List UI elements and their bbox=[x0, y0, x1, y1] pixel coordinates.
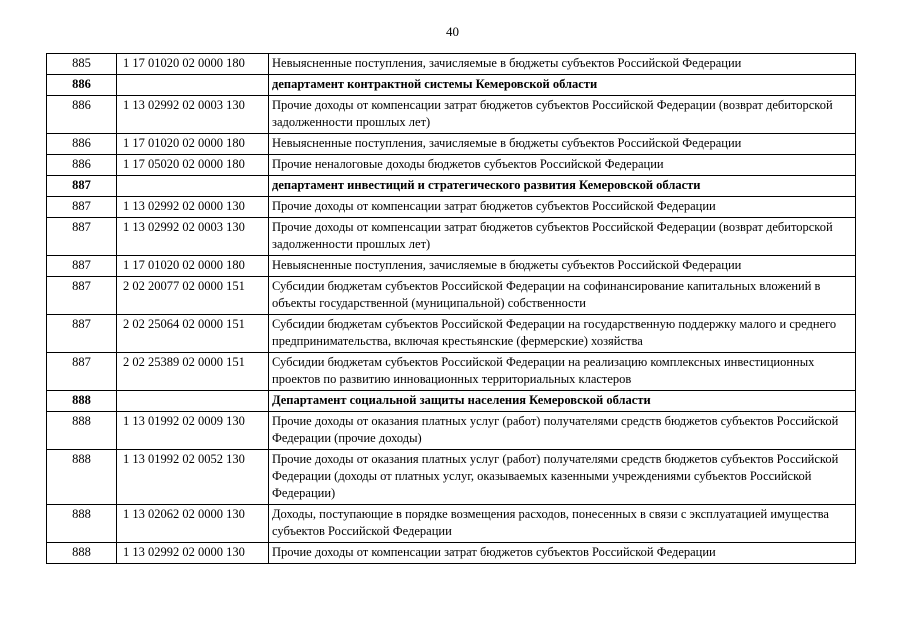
admin-code-cell: 887 bbox=[47, 353, 117, 391]
table-row bbox=[47, 412, 856, 450]
revenue-name-cell: Субсидии бюджетам субъектов Российской Федерации на государственную поддержку малого и среднего предпринимательства, включая крестьянские (фермерские) хозяйства bbox=[269, 315, 856, 353]
table-row bbox=[47, 155, 856, 176]
budget-code-cell bbox=[117, 176, 269, 197]
budget-code-cell: 2 02 25389 02 0000 151 bbox=[117, 353, 269, 391]
admin-code-cell: 888 bbox=[47, 505, 117, 543]
budget-code-cell: 1 17 05020 02 0000 180 bbox=[117, 155, 269, 176]
budget-code-cell: 2 02 20077 02 0000 151 bbox=[117, 277, 269, 315]
table-row bbox=[47, 505, 856, 543]
department-header-row bbox=[47, 391, 856, 412]
department-name-cell: департамент контрактной системы Кемеровской области bbox=[269, 75, 856, 96]
table-row bbox=[47, 256, 856, 277]
page-number: 40 bbox=[446, 24, 459, 39]
revenue-name-cell: Доходы, поступающие в порядке возмещения расходов, понесенных в связи с эксплуатацией имущества субъектов Российской Федерации bbox=[269, 505, 856, 543]
admin-code-cell: 888 bbox=[47, 391, 117, 412]
table-row bbox=[47, 543, 856, 564]
budget-code-cell: 1 17 01020 02 0000 180 bbox=[117, 134, 269, 155]
revenue-name-cell: Прочие доходы от компенсации затрат бюджетов субъектов Российской Федерации bbox=[269, 197, 856, 218]
budget-code-cell: 1 13 01992 02 0052 130 bbox=[117, 450, 269, 505]
admin-code-cell: 886 bbox=[47, 75, 117, 96]
admin-code-cell: 888 bbox=[47, 450, 117, 505]
admin-code-cell: 887 bbox=[47, 256, 117, 277]
admin-code-cell: 888 bbox=[47, 412, 117, 450]
revenue-name-cell: Субсидии бюджетам субъектов Российской Федерации на реализацию комплексных инвестиционных проектов по развитию инновационных территориальных кластеров bbox=[269, 353, 856, 391]
revenue-code-table bbox=[46, 53, 856, 564]
revenue-name-cell: Прочие доходы от компенсации затрат бюджетов субъектов Российской Федерации (возврат дебиторской задолженности прошлых лет) bbox=[269, 96, 856, 134]
admin-code-cell: 887 bbox=[47, 197, 117, 218]
revenue-name-cell: Прочие доходы от компенсации затрат бюджетов субъектов Российской Федерации (возврат дебиторской задолженности прошлых лет) bbox=[269, 218, 856, 256]
revenue-name-cell: Субсидии бюджетам субъектов Российской Федерации на софинансирование капитальных вложений в объекты государственной (муниципальной) собственности bbox=[269, 277, 856, 315]
admin-code-cell: 887 bbox=[47, 176, 117, 197]
admin-code-cell: 887 bbox=[47, 218, 117, 256]
table-row bbox=[47, 353, 856, 391]
admin-code-cell: 887 bbox=[47, 277, 117, 315]
revenue-name-cell: Прочие доходы от оказания платных услуг (работ) получателями средств бюджетов субъектов Российской Федерации (прочие доходы) bbox=[269, 412, 856, 450]
budget-code-cell bbox=[117, 75, 269, 96]
revenue-name-cell: Прочие доходы от оказания платных услуг (работ) получателями средств бюджетов субъектов Российской Федерации (доходы от платных услуг, оказываемых казенными учреждениями субъектов Российской Федерации) bbox=[269, 450, 856, 505]
revenue-name-cell: Прочие неналоговые доходы бюджетов субъектов Российской Федерации bbox=[269, 155, 856, 176]
table-row bbox=[47, 54, 856, 75]
revenue-name-cell: Невыясненные поступления, зачисляемые в бюджеты субъектов Российской Федерации bbox=[269, 134, 856, 155]
table-row bbox=[47, 134, 856, 155]
admin-code-cell: 885 bbox=[47, 54, 117, 75]
budget-code-cell: 1 13 01992 02 0009 130 bbox=[117, 412, 269, 450]
admin-code-cell: 886 bbox=[47, 96, 117, 134]
revenue-name-cell: Прочие доходы от компенсации затрат бюджетов субъектов Российской Федерации bbox=[269, 543, 856, 564]
budget-code-cell bbox=[117, 391, 269, 412]
budget-code-cell: 1 17 01020 02 0000 180 bbox=[117, 54, 269, 75]
budget-code-cell: 1 13 02992 02 0003 130 bbox=[117, 96, 269, 134]
department-header-row bbox=[47, 176, 856, 197]
admin-code-cell: 887 bbox=[47, 315, 117, 353]
revenue-name-cell: Невыясненные поступления, зачисляемые в бюджеты субъектов Российской Федерации bbox=[269, 54, 856, 75]
table-row bbox=[47, 197, 856, 218]
department-header-row bbox=[47, 75, 856, 96]
budget-code-cell: 1 13 02992 02 0000 130 bbox=[117, 543, 269, 564]
revenue-name-cell: Невыясненные поступления, зачисляемые в бюджеты субъектов Российской Федерации bbox=[269, 256, 856, 277]
table-row bbox=[47, 96, 856, 134]
table-row bbox=[47, 450, 856, 505]
table-row bbox=[47, 218, 856, 256]
department-name-cell: Департамент социальной защиты населения Кемеровской области bbox=[269, 391, 856, 412]
budget-code-cell: 1 13 02062 02 0000 130 bbox=[117, 505, 269, 543]
department-name-cell: департамент инвестиций и стратегического развития Кемеровской области bbox=[269, 176, 856, 197]
budget-code-cell: 1 13 02992 02 0003 130 bbox=[117, 218, 269, 256]
table-row bbox=[47, 277, 856, 315]
table-row bbox=[47, 315, 856, 353]
budget-code-cell: 2 02 25064 02 0000 151 bbox=[117, 315, 269, 353]
admin-code-cell: 886 bbox=[47, 134, 117, 155]
budget-code-cell: 1 13 02992 02 0000 130 bbox=[117, 197, 269, 218]
admin-code-cell: 886 bbox=[47, 155, 117, 176]
admin-code-cell: 888 bbox=[47, 543, 117, 564]
budget-code-cell: 1 17 01020 02 0000 180 bbox=[117, 256, 269, 277]
